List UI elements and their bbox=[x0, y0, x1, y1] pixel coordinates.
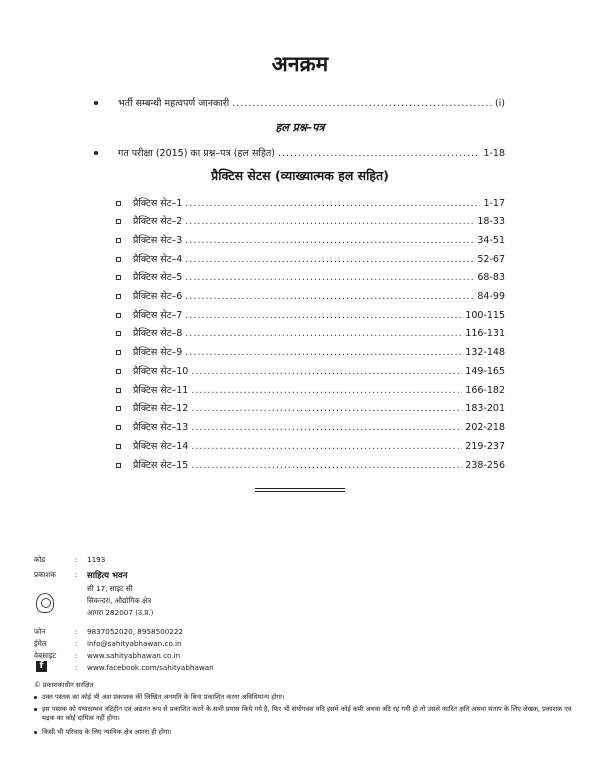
toc-row-practice-set[interactable] bbox=[133, 420, 505, 433]
toc-label: प्रैक्टिस सेट–6 bbox=[133, 291, 183, 302]
checkbox-square-icon bbox=[116, 331, 121, 336]
dot-leader bbox=[278, 148, 480, 159]
separator: : bbox=[75, 639, 78, 648]
checkbox-square-icon bbox=[116, 219, 121, 224]
section-heading-solved-paper: हल प्रश्न–पत्र bbox=[275, 121, 325, 134]
dot-leader bbox=[185, 291, 474, 302]
phone-label: फोन bbox=[34, 627, 46, 636]
dot-leader bbox=[185, 235, 474, 246]
toc-page: 116-131 bbox=[465, 328, 505, 339]
dot-leader bbox=[191, 366, 462, 377]
dot-leader bbox=[232, 98, 492, 109]
toc-row-intro[interactable] bbox=[118, 96, 505, 109]
toc-row-practice-set[interactable] bbox=[133, 383, 505, 396]
dot-leader bbox=[191, 460, 462, 471]
toc-row-practice-set[interactable] bbox=[133, 458, 505, 471]
toc-page: 149-165 bbox=[465, 366, 505, 377]
toc-label: प्रैक्टिस सेट–14 bbox=[133, 441, 189, 452]
phone-value: 9837052020, 8958500222 bbox=[87, 627, 184, 636]
dot-leader bbox=[185, 347, 462, 358]
notice-text: किसी भी परिवाद के लिए न्यायिक क्षेत्र आगरा ही होगा। bbox=[42, 728, 172, 736]
section-heading-practice-sets: प्रैक्टिस सेटस (व्याख्यात्मक हल सहित) bbox=[211, 168, 389, 183]
section-divider bbox=[255, 488, 345, 492]
toc-label: प्रैक्टिस सेट–10 bbox=[133, 366, 189, 377]
toc-page: 84-99 bbox=[477, 291, 505, 302]
checkbox-square-icon bbox=[116, 257, 121, 262]
toc-row-past-paper[interactable] bbox=[118, 146, 505, 159]
toc-page: 202-218 bbox=[465, 422, 505, 433]
page-title: अनक्रम bbox=[271, 51, 329, 76]
checkbox-square-icon bbox=[116, 444, 121, 449]
toc-page: 1-18 bbox=[483, 148, 505, 159]
separator: : bbox=[75, 627, 78, 636]
toc-page: 1-17 bbox=[483, 198, 505, 209]
dot-leader bbox=[191, 441, 462, 452]
copyright-notice: © प्रकाशकाधीन सरक्षित bbox=[34, 681, 94, 689]
toc-row-practice-set[interactable] bbox=[133, 364, 505, 377]
imprint-code-row bbox=[0, 555, 600, 565]
separator: : bbox=[75, 663, 78, 672]
dot-leader bbox=[185, 310, 462, 321]
dot-leader bbox=[191, 422, 462, 433]
imprint-website-row bbox=[0, 651, 600, 661]
toc-page: 183-201 bbox=[465, 403, 505, 414]
toc-page: 132-148 bbox=[465, 347, 505, 358]
notice-item bbox=[34, 705, 574, 723]
checkbox-square-icon bbox=[116, 238, 121, 243]
toc-row-practice-set[interactable] bbox=[133, 233, 505, 246]
toc-row-practice-set[interactable] bbox=[133, 308, 505, 321]
bullet-icon bbox=[34, 696, 37, 699]
toc-label: प्रैक्टिस सेट–2 bbox=[133, 216, 183, 227]
checkbox-square-icon bbox=[116, 275, 121, 280]
dot-leader bbox=[185, 328, 462, 339]
toc-label: प्रैक्टिस सेट–15 bbox=[133, 460, 189, 471]
toc-label: प्रैक्टिस सेट–11 bbox=[133, 385, 189, 396]
facebook-link[interactable]: www.facebook.com/sahityabhawan bbox=[87, 663, 214, 672]
toc-label: प्रैक्टिस सेट–12 bbox=[133, 403, 189, 414]
toc-label: प्रैक्टिस सेट–7 bbox=[133, 310, 183, 321]
dot-leader bbox=[185, 272, 474, 283]
toc-label: प्रैक्टिस सेट–5 bbox=[133, 272, 183, 283]
toc-page: 68-83 bbox=[477, 272, 505, 283]
imprint-facebook-row bbox=[0, 663, 600, 673]
checkbox-square-icon bbox=[116, 313, 121, 318]
toc-row-practice-set[interactable] bbox=[133, 401, 505, 414]
checkbox-square-icon bbox=[116, 425, 121, 430]
notice-item bbox=[34, 693, 574, 702]
separator: : bbox=[75, 555, 78, 564]
website-link[interactable]: www.sahityabhawan.co.in bbox=[87, 651, 181, 660]
toc-page: 52-67 bbox=[477, 254, 505, 265]
dot-leader bbox=[185, 254, 474, 265]
toc-page: (i) bbox=[494, 98, 505, 109]
toc-label: प्रैक्टिस सेट–9 bbox=[133, 347, 183, 358]
checkbox-square-icon bbox=[116, 201, 121, 206]
toc-label: गत परीक्षा (2015) का प्रश्न–पत्र (हल सहित) bbox=[118, 148, 275, 159]
bullet-icon bbox=[34, 731, 37, 734]
toc-page: 166-182 bbox=[465, 385, 505, 396]
separator: : bbox=[75, 570, 78, 579]
bullet-icon bbox=[34, 708, 37, 711]
imprint-email-row bbox=[0, 639, 600, 649]
toc-row-practice-set[interactable] bbox=[133, 270, 505, 283]
toc-label: प्रैक्टिस सेट–4 bbox=[133, 254, 183, 265]
toc-row-practice-set[interactable] bbox=[133, 289, 505, 302]
toc-row-practice-set[interactable] bbox=[133, 345, 505, 358]
checkbox-square-icon bbox=[116, 350, 121, 355]
checkbox-square-icon bbox=[116, 294, 121, 299]
dot-leader bbox=[191, 403, 462, 414]
dot-leader bbox=[185, 198, 480, 209]
toc-label: प्रैक्टिस सेट–13 bbox=[133, 422, 189, 433]
toc-row-practice-set[interactable] bbox=[133, 439, 505, 452]
notice-item bbox=[34, 728, 574, 737]
toc-page: 238-256 bbox=[465, 460, 505, 471]
dot-leader bbox=[191, 385, 462, 396]
toc-page: 219-237 bbox=[465, 441, 505, 452]
toc-label: प्रैक्टिस सेट–1 bbox=[133, 198, 183, 209]
checkbox-square-icon bbox=[116, 388, 121, 393]
toc-row-practice-set[interactable] bbox=[133, 214, 505, 227]
address-line: सी 17, साइट सी bbox=[87, 584, 133, 593]
checkbox-square-icon bbox=[116, 406, 121, 411]
bullet-icon bbox=[94, 101, 98, 105]
imprint-publisher-row bbox=[0, 570, 600, 580]
toc-row-practice-set[interactable] bbox=[133, 252, 505, 265]
toc-label: प्रैक्टिस सेट–8 bbox=[133, 328, 183, 339]
email-label: ईमेल bbox=[34, 639, 47, 648]
separator: : bbox=[75, 651, 78, 660]
notice-text: उक्त पस्तक का कोई भी अंश प्रकाशक की लिखित अनमति के बिना प्रकाशित करना अविधिमान्य होगा। bbox=[42, 693, 285, 701]
notice-text: इस पस्तक को यथासम्भव त्रटिहीन एवं अद्यतन रूप से प्रकाशित करने के सभी प्रयास किये गये है, फिर भी संयोगवश यदि इसमें कोई कमी अथवा त्रटि रह गयी हो तो उससे कारित क्षति अथवा संताप के लिए लेखक, प्रकाशक एवं मद्रक का कोई दायित्व नहीं होगा। bbox=[42, 705, 572, 722]
toc-row-practice-set[interactable] bbox=[133, 196, 505, 209]
address-line: आगरा 282007 (उ.प्र.) bbox=[87, 608, 154, 617]
address-line: सिकन्दरा, औद्योगिक क्षेत्र bbox=[87, 596, 152, 605]
publisher-logo-icon bbox=[36, 593, 54, 613]
facebook-icon: f bbox=[36, 661, 47, 672]
toc-label: प्रैक्टिस सेट–3 bbox=[133, 235, 183, 246]
code-label: कोड bbox=[34, 555, 46, 564]
imprint-phone-row bbox=[0, 627, 600, 637]
publisher-label: प्रकाशक bbox=[34, 570, 56, 579]
toc-page: 34-51 bbox=[477, 235, 505, 246]
code-value: 1193 bbox=[87, 555, 106, 564]
toc-row-practice-set[interactable] bbox=[133, 326, 505, 339]
website-label: वेबसाइट bbox=[34, 651, 56, 660]
toc-page: 100-115 bbox=[465, 310, 505, 321]
dot-leader bbox=[185, 216, 474, 227]
email-link[interactable]: info@sahityabhawan.co.in bbox=[87, 639, 182, 648]
bullet-icon bbox=[94, 151, 98, 155]
toc-label: भर्ती सम्बन्धी महत्वपर्ण जानकारी bbox=[118, 98, 230, 109]
checkbox-square-icon bbox=[116, 369, 121, 374]
checkbox-square-icon bbox=[116, 463, 121, 468]
toc-page: 18-33 bbox=[477, 216, 505, 227]
publisher-name: साहित्य भवन bbox=[87, 571, 128, 581]
